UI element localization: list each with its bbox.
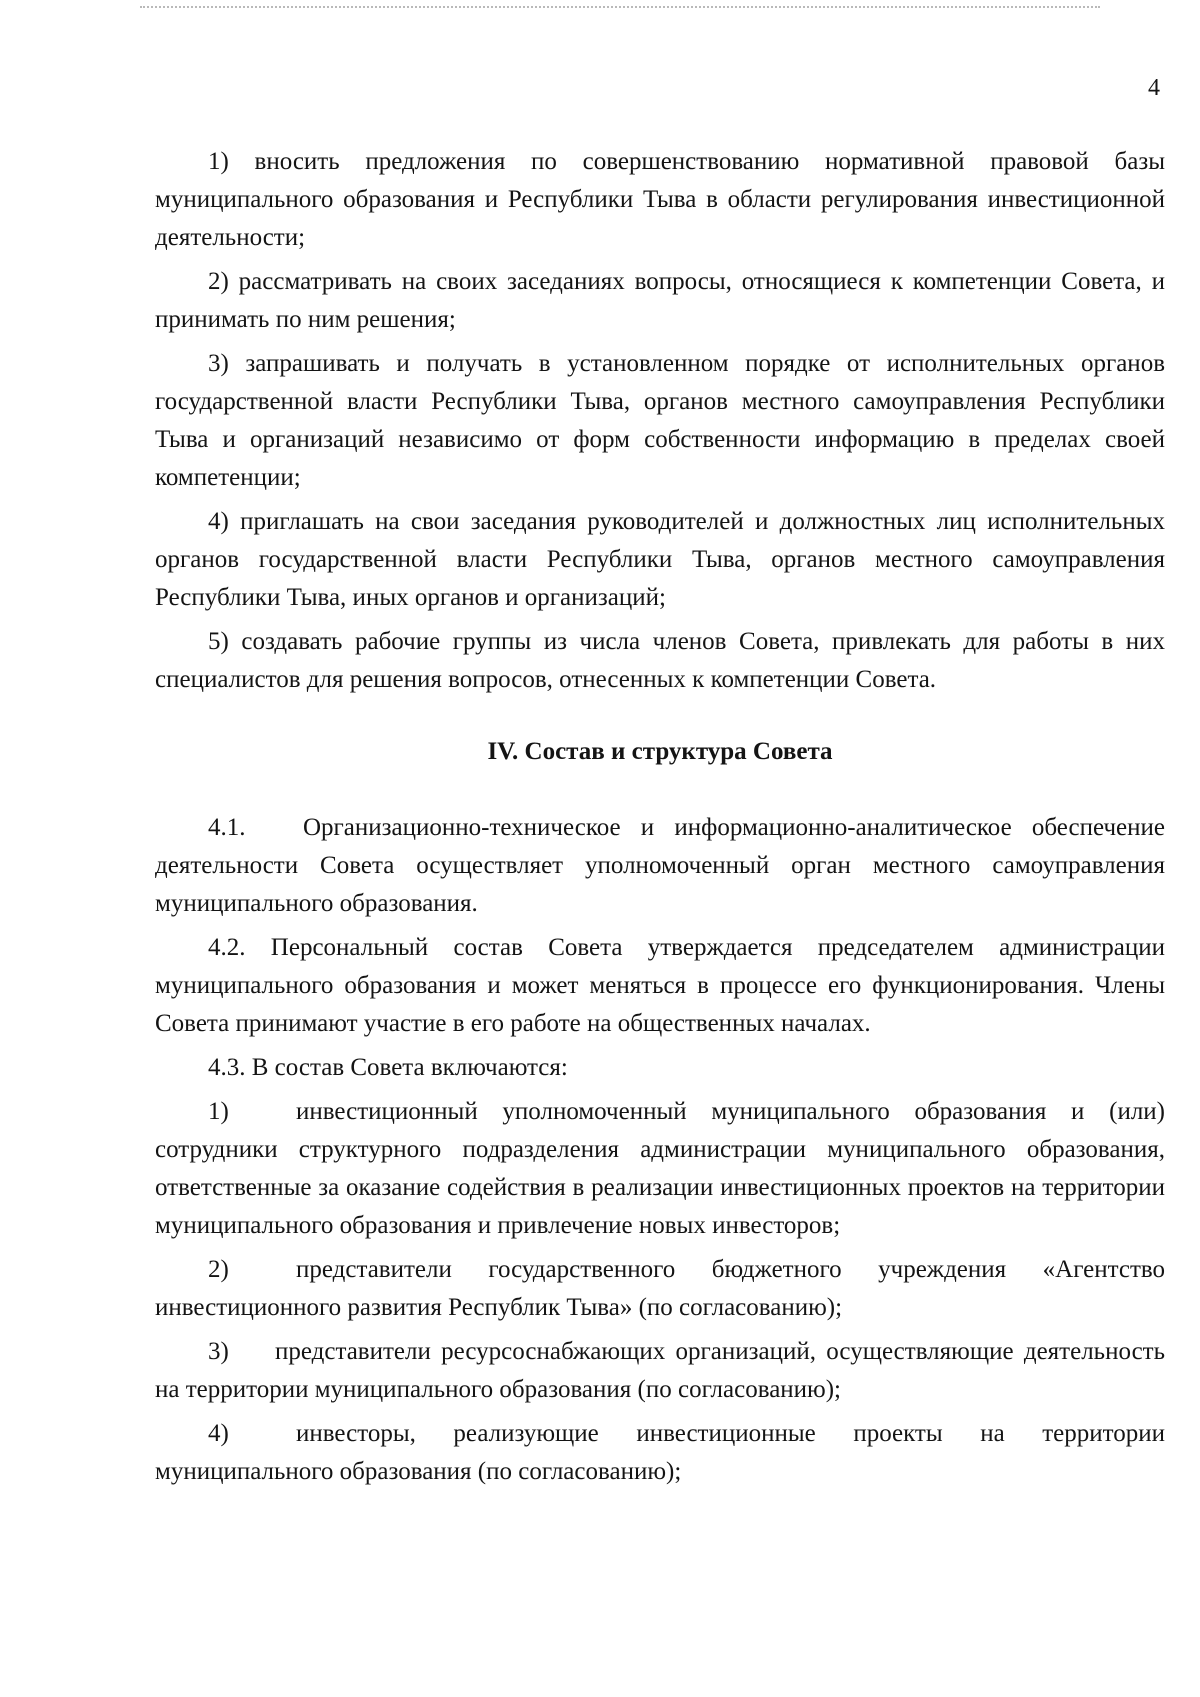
right-item-2: 2) рассматривать на своих заседаниях вопросы, относящиеся к компетенции Совета, и принимать по ним решения;: [155, 268, 1165, 333]
member-item-4-text: инвесторы, реализующие инвестиционные проекты на территории муниципального образования (по согласованию);: [155, 1420, 1165, 1485]
scan-edge-artifact: [140, 6, 1100, 8]
clause-4-1-text: Организационно-техническое и информационно-аналитическое обеспечение деятельности Совета осуществляет уполномоченный орган местного самоуправления муниципального образования.: [155, 814, 1165, 917]
document-body: [155, 143, 1165, 1497]
member-item-3-text: представители ресурсоснабжающих организаций, осуществляющие деятельность на территории муниципального образования (по согласованию);: [155, 1338, 1165, 1403]
right-item-3: 3) запрашивать и получать в установленном порядке от исполнительных органов государственной власти Республики Тыва, органов местного самоуправления Республики Тыва и организаций независимо от форм собственности информацию в пределах своей компетенции;: [155, 350, 1165, 491]
member-item-1-text: инвестиционный уполномоченный муниципального образования и (или) сотрудники структурного подразделения администрации муниципального образования, ответственные за оказание содействия в реализации инвестиционных проектов на территории муниципального образования и привлечение новых инвесторов;: [155, 1098, 1165, 1239]
right-item-1: 1) вносить предложения по совершенствованию нормативной правовой базы муниципального образования и Республики Тыва в области регулирования инвестиционной деятельности;: [155, 148, 1165, 251]
clause-4-3: 4.3. В состав Совета включаются:: [208, 1054, 568, 1081]
clause-4-2: 4.2. Персональный состав Совета утверждается председателем администрации муниципального образования и может меняться в процессе его функционирования. Члены Совета принимают участие в его работе на общественных началах.: [155, 934, 1165, 1037]
member-item-3-number: 3): [208, 1338, 229, 1365]
member-item-1-number: 1): [208, 1098, 229, 1125]
member-item-1: [155, 1093, 1165, 1245]
member-item-2-number: 2): [208, 1256, 229, 1283]
clause-4-1: [155, 809, 1165, 923]
section-heading: IV. Состав и структура Совета: [487, 738, 833, 765]
member-item-4-number: 4): [208, 1420, 229, 1447]
member-item-4: [155, 1415, 1165, 1491]
member-item-3: [155, 1333, 1165, 1409]
right-item-5: 5) создавать рабочие группы из числа членов Совета, привлекать для работы в них специалистов для решения вопросов, отнесенных к компетенции Совета.: [155, 628, 1165, 693]
clause-4-1-number: 4.1.: [208, 814, 246, 841]
page-number: 4: [1148, 75, 1160, 101]
member-item-2-text: представители государственного бюджетного учреждения «Агентство инвестиционного развития Республик Тыва» (по согласованию);: [155, 1256, 1165, 1321]
member-item-2: [155, 1251, 1165, 1327]
right-item-4: 4) приглашать на свои заседания руководителей и должностных лиц исполнительных органов государственной власти Республики Тыва, органов местного самоуправления Республики Тыва, иных органов и организаций;: [155, 508, 1165, 611]
